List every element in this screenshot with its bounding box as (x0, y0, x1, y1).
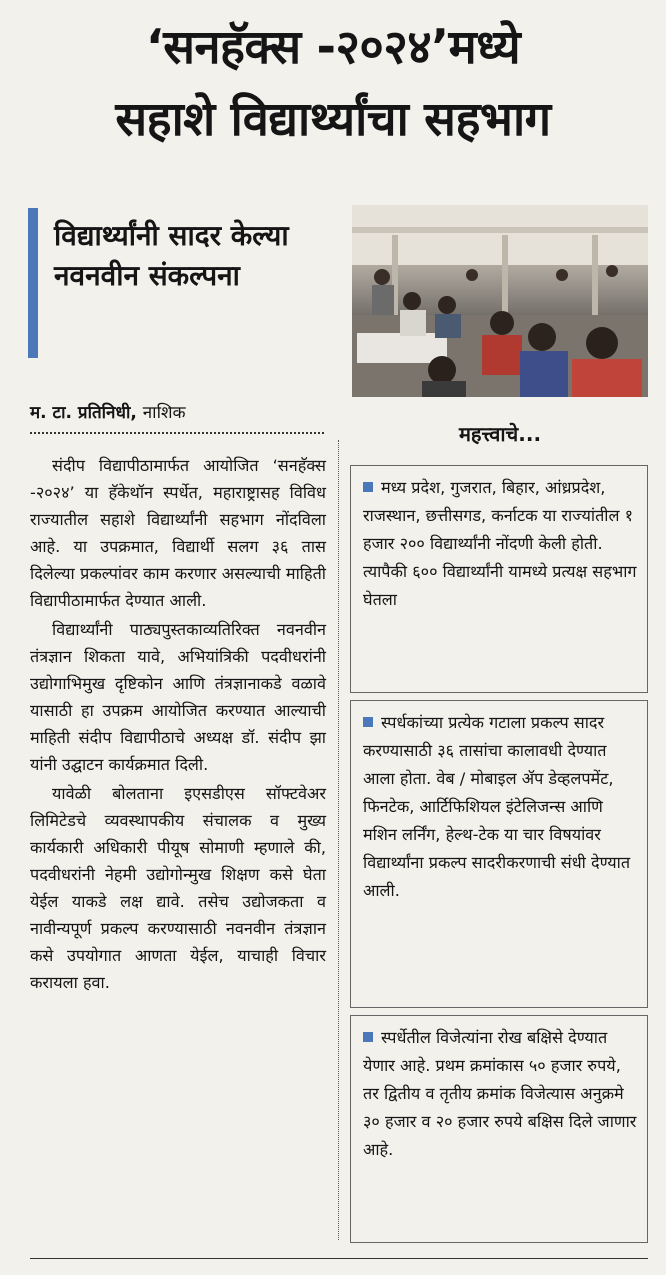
byline (30, 400, 186, 423)
accent-bar (28, 208, 38, 358)
sidebar-box-1 (350, 465, 648, 693)
photo-illustration (352, 205, 648, 397)
hackathon-photo (352, 205, 648, 397)
bottom-divider (30, 1258, 648, 1259)
headline (0, 12, 666, 156)
byline-place: नाशिक (142, 403, 186, 423)
sidebar-box-3 (350, 1015, 648, 1243)
sidebar-item-1-text: मध्य प्रदेश, गुजरात, बिहार, आंध्रप्रदेश, राजस्थान, छत्तीसगड, कर्नाटक या राज्यांतील १ हजार २०० विद्यार्थ्यांनी नोंदणी केली होती. त्यापैकी ६०० विद्यार्थ्यांनी यामध्ये प्रत्यक्ष सहभाग घेतला (363, 478, 637, 609)
body-paragraph-1: संदीप विद्यापीठामार्फत आयोजित ‘सनहॅक्स -२०२४’ या हॅकेथॉन स्पर्धेत, महाराष्ट्रासह विविध राज्यातील सहाशे विद्यार्थ्यांनी सहभाग नोंदविला आहे. या उपक्रमात, विद्यार्थी सलग ३६ तास दिलेल्या प्रकल्पांवर काम करणार असल्याची माहिती विद्यापीठामार्फत देण्यात आली. (30, 456, 326, 610)
column-divider (338, 440, 339, 1240)
sidebar-box-2 (350, 700, 648, 1008)
byline-reporter: म. टा. प्रतिनिधी, (30, 403, 137, 423)
body-paragraph-2: विद्यार्थ्यांनी पाठ्यपुस्तकाव्यतिरिक्त नवनवीन तंत्रज्ञान शिकता यावे, अभियांत्रिकी पदवीधरांनी उद्योगाभिमुख दृष्टिकोन आणि तंत्रज्ञानाकडे वळावे यासाठी हा उपक्रम आयोजित करण्यात आल्याची माहिती संदीप विद्यापीठाचे अध्यक्ष डॉ. संदीप झा यांनी उद्घाटन कार्यक्रमात दिली. (30, 620, 326, 774)
sidebar-item-3-text: स्पर्धेतील विजेत्यांना रोख बक्षिसे देण्यात येणार आहे. प्रथम क्रमांकास ५० हजार रुपये, तर द्वितीय व तृतीय क्रमांक विजेत्यास अनुक्रमे ३० हजार व २० हजार रुपये बक्षिस दिले जाणार आहे. (363, 1028, 637, 1159)
sidebar-title: महत्त्वाचे... (458, 422, 542, 446)
subheadline-block (28, 208, 328, 358)
square-bullet-icon (363, 482, 373, 492)
body-paragraph-3: यावेळी बोलताना इएसडीएस सॉफ्टवेअर लिमिटेडचे व्यवस्थापकीय संचालक व मुख्य कार्यकारी अधिकारी पीयूष सोमाणी म्हणाले की, पदवीधरांनी नेहमी उद्योगोन्मुख शिक्षण कसे घेता येईल याकडे लक्ष द्यावे. तसेच उद्योजकता व नावीन्यपूर्ण प्रकल्प करण्यासाठी नवनवीन तंत्रज्ञान कसे उपयोगात आणता येईल, याचाही विचार करायला हवा. (30, 784, 326, 992)
headline-line-2: सहाशे विद्यार्थ्यांचा सहभाग (115, 92, 551, 147)
subheadline: विद्यार्थ्यांनी सादर केल्या नवनवीन संकल्पना (54, 219, 289, 292)
square-bullet-icon (363, 717, 373, 727)
article-body (30, 452, 326, 998)
sidebar-item-2-text: स्पर्धकांच्या प्रत्येक गटाला प्रकल्प सादर करण्यासाठी ३६ तासांचा कालावधी देण्यात आला होता. वेब / मोबाइल ॲप डेव्हलपमेंट, फिनटेक, आर्टिफिशियल इंटेलिजन्स आणि मशिन लर्निंग, हेल्थ-टेक या चार विषयांवर विद्यार्थ्यांना प्रकल्प सादरीकरणाची संधी देण्यात आली. (363, 713, 631, 900)
byline-divider (30, 432, 324, 434)
square-bullet-icon (363, 1032, 373, 1042)
headline-line-1: ‘सनहॅक्स -२०२४’मध्ये (145, 20, 521, 75)
